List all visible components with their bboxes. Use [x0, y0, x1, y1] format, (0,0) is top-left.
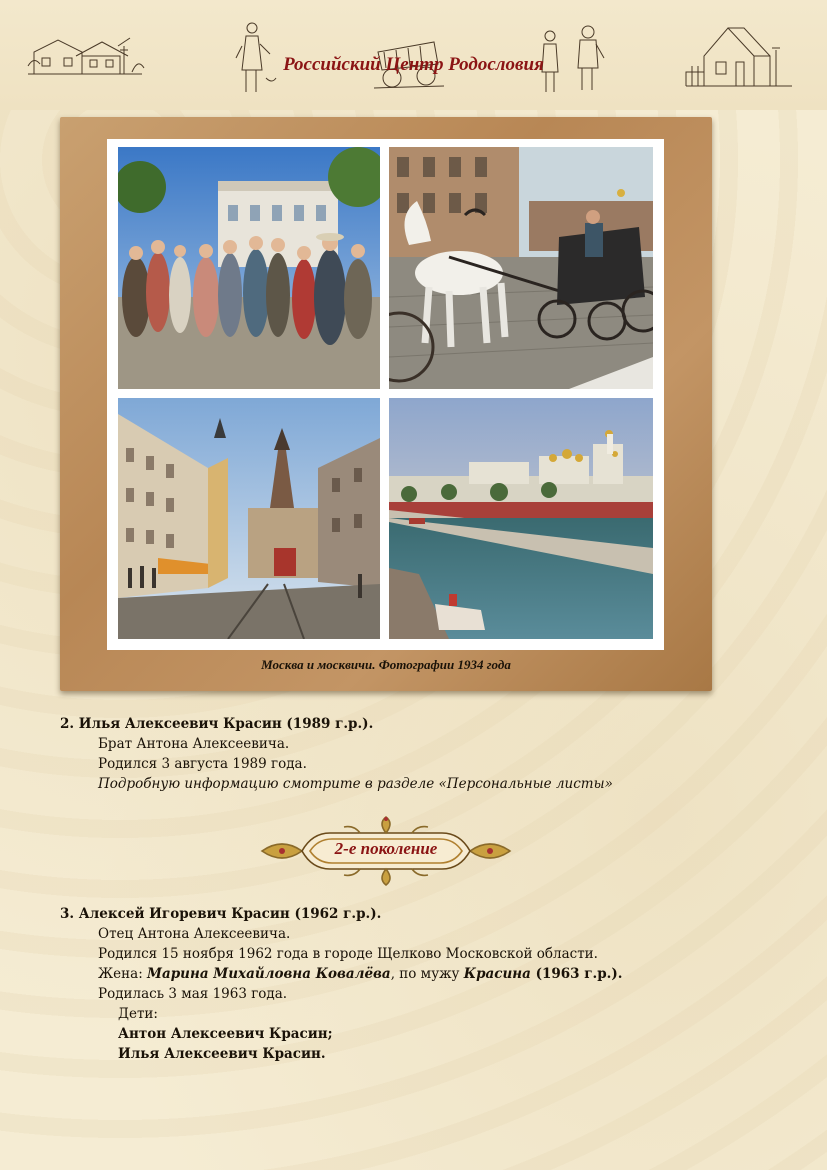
- entry-3-wife-born: Родилась 3 мая 1963 года.: [98, 986, 288, 1002]
- entry-3-heading: 3. Алексей Игоревич Красин (1962 г.р.).: [60, 906, 382, 922]
- horse-carriage-photo: [389, 147, 653, 389]
- entry-3-relation: Отец Антона Алексеевича.: [98, 926, 291, 942]
- header-title: Российский Центр Родословия: [283, 54, 544, 75]
- wife-married-name: Красина: [463, 966, 531, 982]
- generation-cartouche: [256, 815, 516, 887]
- photo-caption: Москва и москвичи. Фотографии 1934 года: [261, 657, 511, 672]
- wife-prefix: Жена:: [98, 966, 148, 982]
- children-label: Дети:: [118, 1006, 158, 1022]
- child-item: Антон Алексеевич Красин;: [118, 1026, 333, 1042]
- photo-mat: [107, 139, 664, 650]
- photo-frame: [60, 117, 712, 691]
- entry-2-note: Подробную информацию смотрите в разделе «Персональные листы»: [98, 776, 613, 792]
- page-header: [0, 0, 827, 110]
- entry-2: [60, 714, 613, 794]
- entry-2-relation: Брат Антона Алексеевича.: [98, 736, 290, 752]
- wife-year: (1963 г.р.).: [530, 966, 623, 982]
- wife-mid: , по мужу: [390, 966, 464, 982]
- crowd-photo: [118, 147, 380, 389]
- generation-label: 2-е поколение: [334, 839, 438, 858]
- street-tram-photo: [118, 398, 380, 639]
- entry-2-heading: 2. Илья Алексеевич Красин (1989 г.р.).: [60, 716, 374, 732]
- wife-name: Марина Михайловна Ковалёва: [147, 966, 391, 982]
- entry-3: [60, 904, 622, 1064]
- entry-3-born: Родился 15 ноября 1962 года в городе Щелково Московской области.: [98, 946, 598, 962]
- child-item: Илья Алексеевич Красин.: [118, 1046, 326, 1062]
- entry-3-wife: [60, 964, 622, 984]
- entry-2-born: Родился 3 августа 1989 года.: [98, 756, 307, 772]
- kremlin-river-photo: [389, 398, 653, 639]
